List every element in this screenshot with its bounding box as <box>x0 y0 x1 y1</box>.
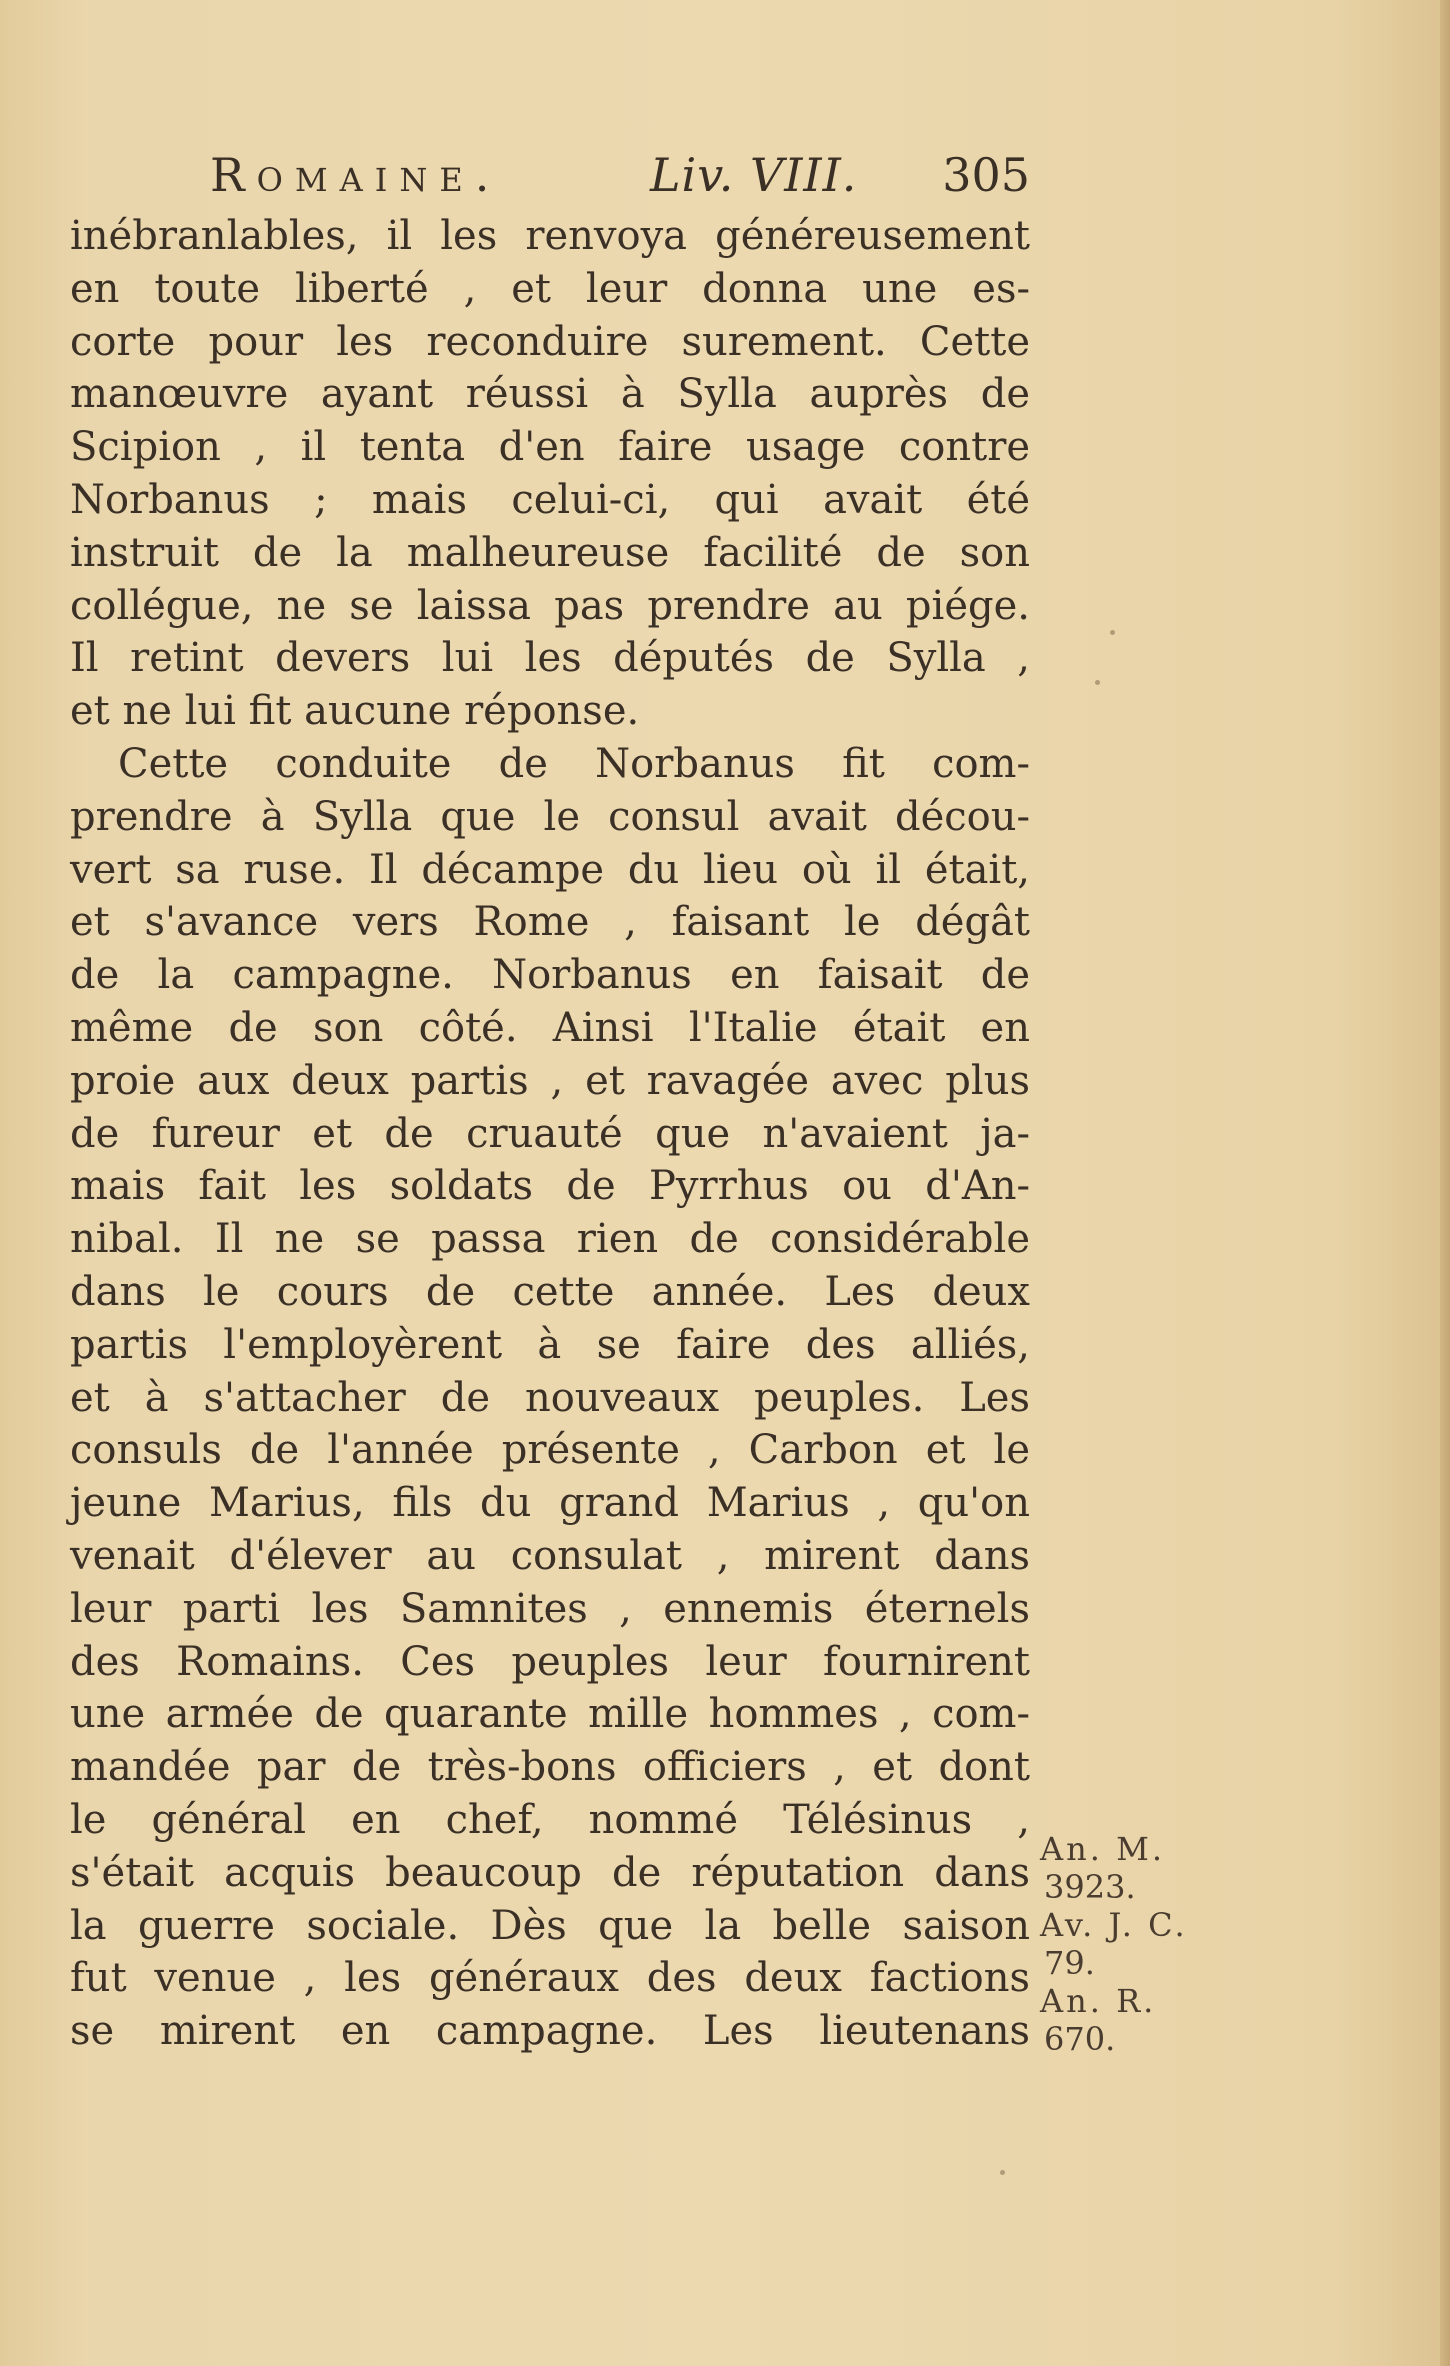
text-line: de fureur et de cruauté que n'avaient ja- <box>70 1110 1030 1157</box>
text-line: et à s'attacher de nouveaux peuples. Les <box>70 1374 1030 1421</box>
page-gutter <box>1440 0 1450 2366</box>
av-jc-label: Av. J. C. <box>1040 1906 1188 1944</box>
text-line: Norbanus ; mais celui-ci, qui avait été <box>70 476 1030 523</box>
text-line: de la campagne. Norbanus en faisait de <box>70 952 1030 999</box>
text-line: s'était acquis beaucoup de réputation dans <box>70 1849 1030 1896</box>
page-number: 305 <box>942 148 1030 202</box>
an-m-value: 3923. <box>1044 1868 1136 1906</box>
text-line: vert sa ruse. Il décampe du lieu où il était, <box>70 846 1030 893</box>
an-r-value: 670. <box>1044 2020 1116 2058</box>
paper-speck <box>1110 630 1115 635</box>
text-line: Il retint devers lui les députés de Sylla , <box>70 635 1030 682</box>
text-line: inébranlables, il les renvoya généreusement <box>70 213 1030 259</box>
av-jc-value: 79. <box>1044 1944 1095 1982</box>
text-line: Cette conduite de Norbanus fit com- <box>118 740 1030 787</box>
text-line: proie aux deux partis , et ravagée avec plus <box>70 1057 1030 1104</box>
paper-speck <box>1000 2170 1005 2175</box>
margin-date-note <box>1040 1830 1240 2058</box>
text-line: consuls de l'année présente , Carbon et le <box>70 1427 1030 1474</box>
text-line: partis l'employèrent à se faire des alliés, <box>70 1321 1030 1368</box>
text-line: et ne lui fit aucune réponse. <box>70 688 640 735</box>
text-line: en toute liberté , et leur donna une es- <box>70 265 1030 312</box>
text-line: Scipion , il tenta d'en faire usage contre <box>70 424 1030 471</box>
text-line: nibal. Il ne se passa rien de considérable <box>70 1216 1030 1263</box>
text-line: mais fait les soldats de Pyrrhus ou d'An- <box>70 1163 1030 1210</box>
text-line: une armée de quarante mille hommes , com- <box>70 1691 1030 1738</box>
text-line: dans le cours de cette année. Les deux <box>70 1268 1030 1315</box>
body-text <box>70 210 1030 2058</box>
an-m-label: An. M. <box>1040 1830 1165 1868</box>
text-line: même de son côté. Ainsi l'Italie était en <box>70 1004 1030 1051</box>
running-title: Romaine. <box>210 148 502 202</box>
text-line: et s'avance vers Rome , faisant le dégât <box>70 899 1030 946</box>
text-line: collégue, ne se laissa pas prendre au piége. <box>70 582 1030 629</box>
text-line: le général en chef, nommé Télésinus , <box>70 1796 1030 1843</box>
text-line: manœuvre ayant réussi à Sylla auprès de <box>70 371 1030 418</box>
text-line: mandée par de très-bons officiers , et dont <box>70 1744 1030 1791</box>
book-number: Liv. VIII. <box>650 148 858 202</box>
text-line: des Romains. Ces peuples leur fournirent <box>70 1638 1030 1685</box>
text-line: la guerre sociale. Dès que la belle saison <box>70 1902 1030 1949</box>
text-line: corte pour les reconduire surement. Cette <box>70 318 1030 365</box>
text-line: fut venue , les généraux des deux factions <box>70 1955 1030 2002</box>
page-header <box>210 140 1030 210</box>
paper-speck <box>1095 680 1100 685</box>
an-r-label: An. R. <box>1040 1982 1157 2020</box>
text-line: jeune Marius, fils du grand Marius , qu'on <box>70 1480 1030 1527</box>
text-line: prendre à Sylla que le consul avait décou- <box>70 793 1030 840</box>
text-line: venait d'élever au consulat , mirent dans <box>70 1532 1030 1579</box>
text-line: instruit de la malheureuse facilité de son <box>70 529 1030 576</box>
text-line: leur parti les Samnites , ennemis éternels <box>70 1585 1030 1632</box>
text-line: se mirent en campagne. Les lieutenans <box>70 2008 1030 2055</box>
